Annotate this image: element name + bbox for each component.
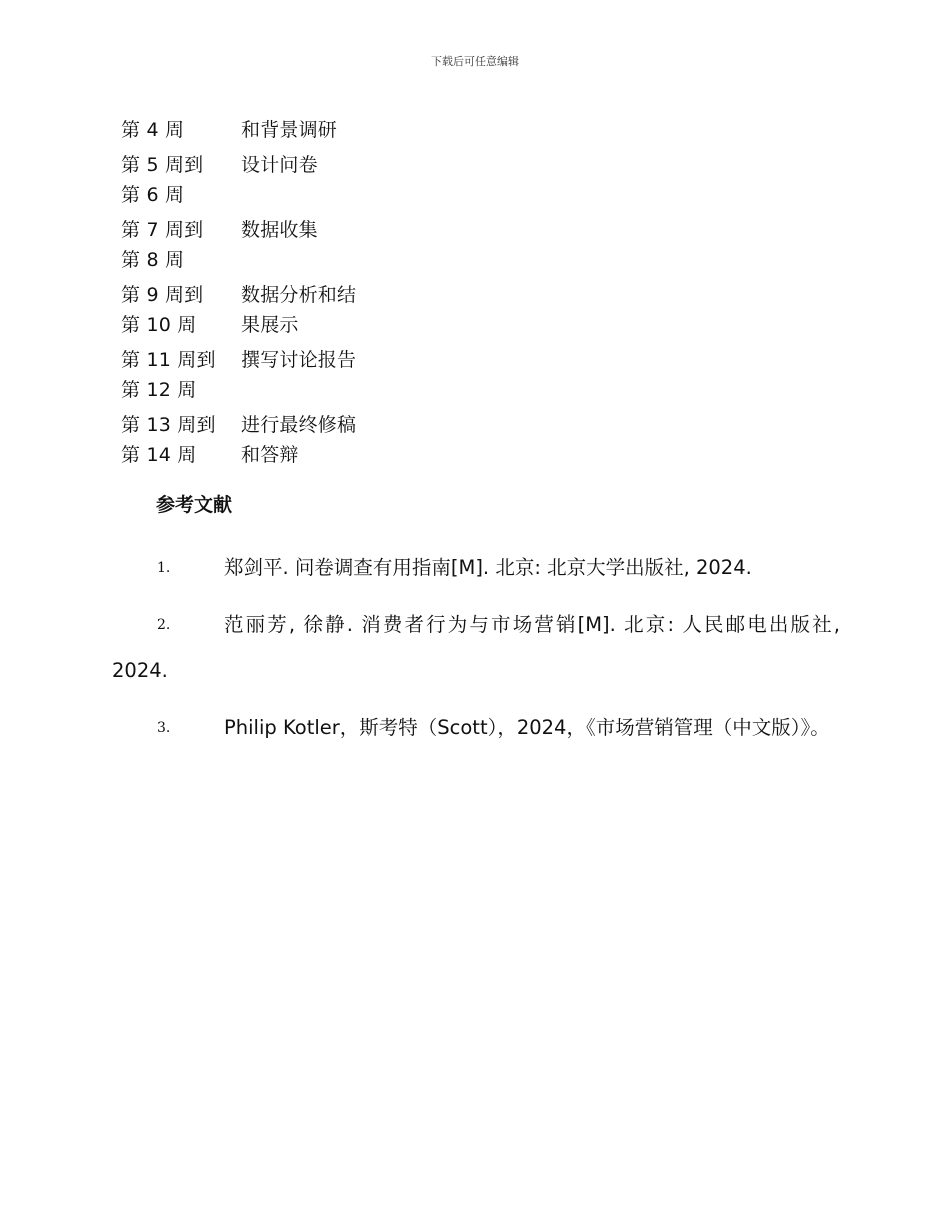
week-label: 第 7 周到: [121, 219, 204, 241]
schedule-row: [121, 280, 421, 340]
week-cell: [121, 215, 241, 275]
task-cell: 设计问卷: [241, 154, 318, 176]
week-label: 第 14 周: [121, 444, 197, 466]
week-label: 第 4 周: [121, 119, 185, 141]
page-header: 下载后可任意编辑: [431, 55, 519, 68]
task-cell: 进行最终修稿 和答辩: [241, 414, 357, 466]
references-heading: 参考文献: [156, 494, 233, 516]
reference-number: 3.: [157, 720, 171, 736]
schedule-row: [121, 150, 421, 210]
reference-text: 范丽芳, 徐静. 消费者行为与市场营销[M]. 北京: 人民邮电出版社, 2024.: [112, 613, 840, 682]
reference-item: [112, 705, 840, 751]
week-label: 第 10 周: [121, 314, 197, 336]
week-label: 第 9 周到: [121, 284, 204, 306]
week-label: 第 5 周到: [121, 154, 204, 176]
references-list: [112, 545, 840, 762]
reference-text: 郑剑平. 问卷调查有用指南[M]. 北京: 北京大学出版社, 2024.: [224, 556, 752, 579]
week-cell: [121, 345, 241, 405]
task-cell: 数据收集: [241, 219, 318, 241]
schedule-row: [121, 115, 421, 145]
week-label: 第 11 周到: [121, 349, 216, 371]
task-cell: 撰写讨论报告: [241, 349, 357, 371]
schedule-row: [121, 410, 421, 470]
reference-number: 1.: [157, 560, 171, 576]
schedule-table: [121, 115, 421, 475]
week-label: 第 6 周: [121, 184, 185, 206]
schedule-row: [121, 215, 421, 275]
week-cell: [121, 115, 241, 145]
week-label: 第 13 周到: [121, 414, 216, 436]
reference-item: [112, 602, 840, 694]
week-cell: [121, 280, 241, 340]
reference-text: Philip Kotler，斯考特（Scott），2024，《市场营销管理（中文版）》。: [224, 716, 830, 739]
week-label: 第 8 周: [121, 249, 185, 271]
task-cell: 和背景调研: [241, 119, 338, 141]
week-label: 第 12 周: [121, 379, 197, 401]
week-cell: [121, 410, 241, 470]
schedule-row: [121, 345, 421, 405]
week-cell: [121, 150, 241, 210]
reference-number: 2.: [157, 617, 171, 633]
task-cell: 数据分析和结 果展示: [241, 284, 357, 336]
reference-item: [112, 545, 840, 591]
